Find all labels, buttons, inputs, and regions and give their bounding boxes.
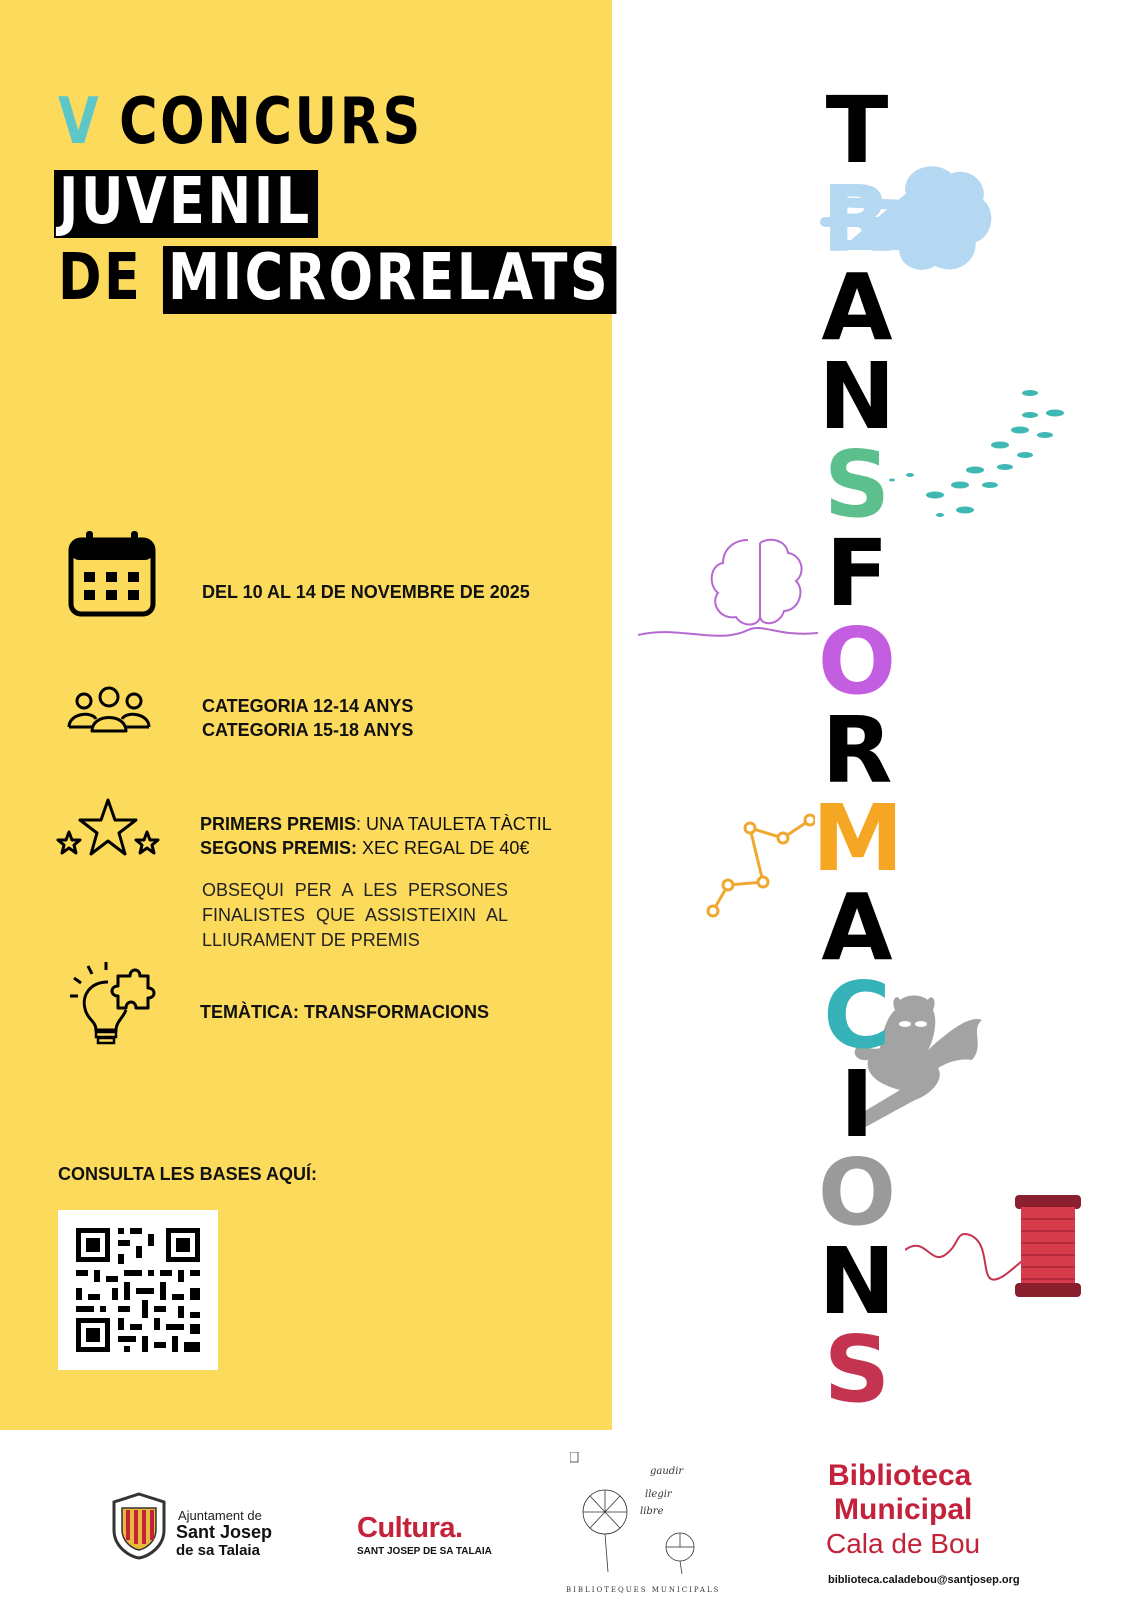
- svg-text:llegir: llegir: [645, 1489, 672, 1500]
- vertical-letter: O: [817, 608, 897, 715]
- prize-2: [200, 836, 529, 860]
- prize-2-label: SEGONS PREMIS:: [200, 838, 358, 858]
- category-1-text: CATEGORIA 12-14 ANYS: [202, 696, 414, 716]
- vertical-letter: S: [823, 431, 891, 538]
- svg-text:gaudir: gaudir: [650, 1466, 684, 1477]
- title-line-2: [54, 165, 318, 239]
- dandelion-illustration-icon: [570, 1452, 710, 1580]
- title-juvenil: JUVENIL: [54, 170, 318, 238]
- stars-icon: [56, 796, 160, 862]
- vertical-letter: O: [817, 1139, 897, 1246]
- svg-text:libre: libre: [640, 1506, 664, 1517]
- category-2-text: CATEGORIA 15-18 ANYS: [202, 720, 414, 740]
- title-concurs: CONCURS: [119, 85, 423, 159]
- biblioteques-label: BIBLIOTEQUES MUNICIPALS: [566, 1586, 721, 1594]
- bases-label: CONSULTA LES BASES AQUÍ:: [58, 1164, 318, 1184]
- calendar-icon: [66, 528, 158, 620]
- qr-code-icon: [58, 1210, 218, 1370]
- title-line-3: [58, 241, 617, 315]
- thread-spool-icon: [905, 1195, 1105, 1315]
- group-icon: [66, 685, 152, 733]
- biblioteca-line-1: Biblioteca: [828, 1459, 972, 1492]
- vertical-letter: M: [812, 785, 904, 892]
- vertical-letter: R: [821, 165, 893, 273]
- vertical-letter: R: [821, 696, 893, 804]
- title-de: DE: [58, 241, 143, 315]
- vertical-letter: S: [823, 1316, 891, 1423]
- qr-code-box[interactable]: [58, 1210, 218, 1370]
- cultura-subtitle: SANT JOSEP DE SA TALAIA: [357, 1546, 492, 1557]
- graph-icon: [705, 808, 815, 928]
- prize-1: [200, 812, 552, 836]
- biblioteca-line-3: Cala de Bou: [826, 1528, 981, 1559]
- title-microrelats: MICRORELATS: [163, 246, 617, 314]
- sant-josep-crest-icon: [110, 1492, 168, 1560]
- prize-1-value: : UNA TAULETA TÀCTIL: [356, 814, 552, 834]
- vertical-letter: C: [823, 962, 891, 1069]
- title-prefix: V: [58, 85, 102, 159]
- vertical-letter: F: [825, 519, 889, 627]
- dates-text: DEL 10 AL 14 DE NOVEMBRE DE 2025: [202, 582, 530, 602]
- biblioteca-line-2: Municipal: [834, 1493, 973, 1526]
- ajuntament-small: Ajuntament de: [178, 1508, 262, 1523]
- theme-text: TEMÀTICA: TRANSFORMACIONS: [200, 1002, 489, 1022]
- gift-note: OBSEQUI PER A LES PERSONES FINALISTES QUE ASSISTEIXIN AL LLIURAMENT DE PREMIS: [202, 880, 508, 950]
- ajuntament-line-2: de sa Talaia: [176, 1542, 260, 1559]
- prize-2-value: XEC REGAL DE 40€: [357, 838, 530, 858]
- cultura-title: Cultura.: [357, 1512, 463, 1544]
- vertical-letter: N: [818, 1227, 896, 1335]
- vertical-letter: N: [818, 342, 896, 450]
- lightbulb-puzzle-icon: [68, 960, 158, 1050]
- vertical-letter: T: [825, 77, 889, 184]
- ajuntament-line-1: Sant Josep: [176, 1522, 273, 1542]
- vertical-letter: A: [821, 873, 893, 981]
- biblioteca-email[interactable]: biblioteca.caladebou@santjosep.org: [828, 1574, 1020, 1586]
- title-line-1: [58, 85, 423, 159]
- prize-1-label: PRIMERS PREMIS: [200, 814, 357, 834]
- vertical-letter: I: [839, 1050, 875, 1158]
- brain-icon: [638, 535, 838, 655]
- fish-school-icon: [880, 385, 1080, 535]
- vertical-letter: A: [821, 254, 893, 361]
